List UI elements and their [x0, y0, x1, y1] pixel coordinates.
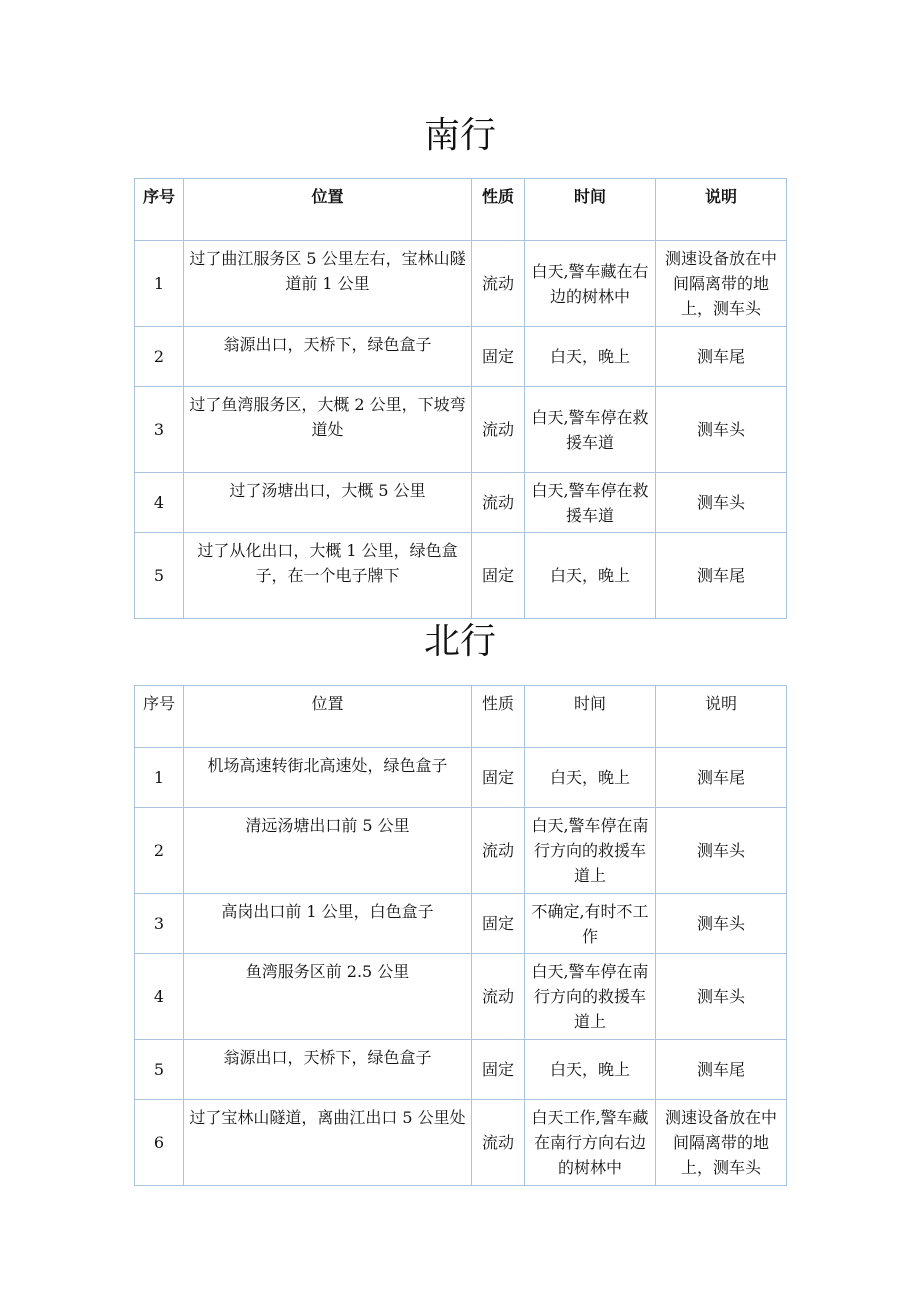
- cell-time: 白天,警车藏在右边的树林中: [525, 241, 656, 327]
- cell-index: 6: [135, 1100, 184, 1186]
- cell-time: 白天,警车停在南行方向的救援车道上: [525, 954, 656, 1040]
- cell-index: 3: [135, 894, 184, 954]
- cell-index: 1: [135, 241, 184, 327]
- table-row: [135, 327, 787, 387]
- table-row: [135, 894, 787, 954]
- header-index: 序号: [135, 179, 184, 241]
- header-note: 说明: [656, 686, 787, 748]
- cell-time: 白天，晚上: [525, 748, 656, 808]
- cell-note: 测车头: [656, 473, 787, 533]
- header-nature: 性质: [472, 179, 525, 241]
- header-index: 序号: [135, 686, 184, 748]
- table-row: [135, 1100, 787, 1186]
- cell-note: 测速设备放在中间隔离带的地上，测车头: [656, 1100, 787, 1186]
- cell-nature: 流动: [472, 473, 525, 533]
- north-section-title: 北行: [423, 621, 496, 662]
- header-location: 位置: [184, 686, 472, 748]
- cell-index: 2: [135, 327, 184, 387]
- cell-location: 过了宝林山隧道，离曲江出口 5 公里处: [184, 1100, 472, 1186]
- cell-location: 高岗出口前 1 公里，白色盒子: [184, 894, 472, 954]
- cell-index: 2: [135, 808, 184, 894]
- cell-index: 4: [135, 954, 184, 1040]
- cell-nature: 固定: [472, 748, 525, 808]
- cell-nature: 固定: [472, 894, 525, 954]
- cell-nature: 流动: [472, 1100, 525, 1186]
- table-header-row: [135, 686, 787, 748]
- cell-location: 机场高速转街北高速处，绿色盒子: [184, 748, 472, 808]
- cell-note: 测车尾: [656, 748, 787, 808]
- cell-note: 测速设备放在中间隔离带的地上，测车头: [656, 241, 787, 327]
- cell-location: 鱼湾服务区前 2.5 公里: [184, 954, 472, 1040]
- cell-time: 白天,警车停在救援车道: [525, 473, 656, 533]
- cell-note: 测车头: [656, 387, 787, 473]
- cell-location: 翁源出口，天桥下，绿色盒子: [184, 1040, 472, 1100]
- cell-time: 白天,警车停在救援车道: [525, 387, 656, 473]
- south-section-title: 南行: [423, 115, 496, 156]
- cell-nature: 流动: [472, 808, 525, 894]
- cell-index: 5: [135, 1040, 184, 1100]
- cell-nature: 流动: [472, 241, 525, 327]
- table-header-row: [135, 179, 787, 241]
- cell-index: 5: [135, 533, 184, 619]
- table-row: [135, 473, 787, 533]
- table-row: [135, 808, 787, 894]
- cell-index: 4: [135, 473, 184, 533]
- table-row: [135, 387, 787, 473]
- cell-note: 测车尾: [656, 1040, 787, 1100]
- cell-location: 过了从化出口，大概 1 公里，绿色盒子，在一个电子牌下: [184, 533, 472, 619]
- cell-time: 白天工作,警车藏在南行方向右边的树林中: [525, 1100, 656, 1186]
- table-row: [135, 954, 787, 1040]
- table-row: [135, 748, 787, 808]
- cell-nature: 固定: [472, 533, 525, 619]
- cell-time: 白天，晚上: [525, 1040, 656, 1100]
- cell-time: 不确定,有时不工作: [525, 894, 656, 954]
- cell-note: 测车尾: [656, 533, 787, 619]
- header-time: 时间: [525, 686, 656, 748]
- cell-index: 3: [135, 387, 184, 473]
- cell-time: 白天,警车停在南行方向的救援车道上: [525, 808, 656, 894]
- cell-nature: 固定: [472, 1040, 525, 1100]
- cell-time: 白天，晚上: [525, 533, 656, 619]
- table-row: [135, 241, 787, 327]
- cell-time: 白天，晚上: [525, 327, 656, 387]
- cell-note: 测车尾: [656, 327, 787, 387]
- header-nature: 性质: [472, 686, 525, 748]
- cell-nature: 固定: [472, 327, 525, 387]
- cell-location: 翁源出口，天桥下，绿色盒子: [184, 327, 472, 387]
- cell-location: 过了汤塘出口，大概 5 公里: [184, 473, 472, 533]
- cell-location: 清远汤塘出口前 5 公里: [184, 808, 472, 894]
- cell-location: 过了鱼湾服务区，大概 2 公里，下坡弯道处: [184, 387, 472, 473]
- cell-location: 过了曲江服务区 5 公里左右，宝林山隧道前 1 公里: [184, 241, 472, 327]
- header-note: 说明: [656, 179, 787, 241]
- table-row: [135, 1040, 787, 1100]
- header-location: 位置: [184, 179, 472, 241]
- cell-nature: 流动: [472, 387, 525, 473]
- south-camera-table: [134, 178, 787, 619]
- cell-index: 1: [135, 748, 184, 808]
- north-camera-table: [134, 685, 787, 1186]
- cell-note: 测车头: [656, 894, 787, 954]
- header-time: 时间: [525, 179, 656, 241]
- cell-note: 测车头: [656, 808, 787, 894]
- cell-note: 测车头: [656, 954, 787, 1040]
- cell-nature: 流动: [472, 954, 525, 1040]
- table-row: [135, 533, 787, 619]
